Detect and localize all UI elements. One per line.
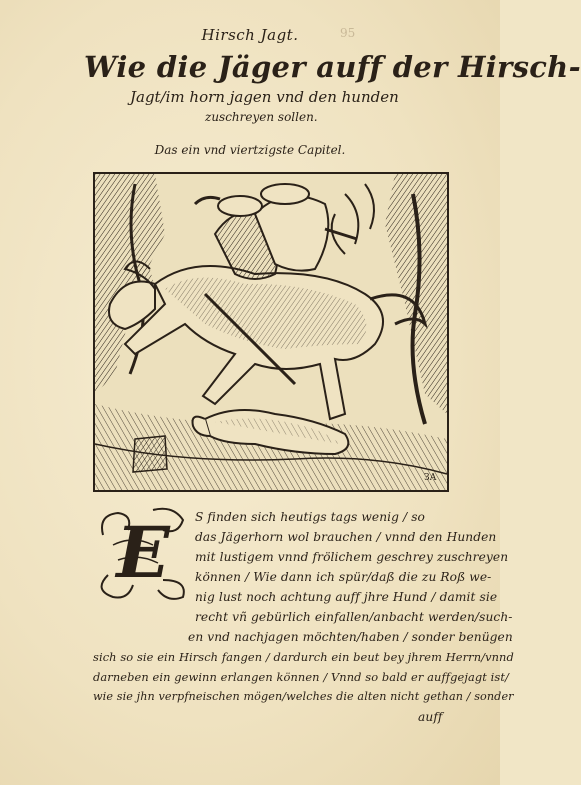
artist-monogram: ЗА [424, 473, 437, 483]
running-head: Hirsch Jagt. [201, 26, 299, 44]
body-line: sich so sie ein Hirsch fangen / dardurch ein beut bey jhrem Herrn/vnnd [93, 650, 514, 664]
body-line: en vnd nachjagen möchten/haben / sonder benügen [188, 630, 513, 644]
decorated-initial [93, 505, 193, 603]
body-line: können / Wie dann ich spür/daß die zu Roß we- [195, 570, 492, 584]
title-line-1: Wie die Jäger auff der Hirsch- [84, 50, 581, 84]
chapter-heading: Das ein vnd viertzigste Capitel. [154, 143, 346, 157]
body-line: nig lust noch achtung auff jhre Hund / damit sie [195, 590, 498, 604]
body-line: recht vñ gebürlich einfallen/anbacht werden/such- [195, 610, 513, 624]
body-line: wie sie jhn verpfneischen mögen/welches die alten nicht gethan / sonder [93, 690, 514, 703]
body-line: S finden sich heutigs tags wenig / so [195, 510, 425, 524]
title-line-3: zuschreyen sollen. [205, 110, 318, 124]
body-line: mit lustigem vnnd frölichem geschrey zuschreyen [195, 550, 509, 564]
hunting-scene-icon [95, 174, 447, 490]
svg-text:E: E [116, 511, 170, 594]
body-line: darneben ein gewinn erlangen können / Vnnd so bald er auffgejagt ist/ [93, 670, 509, 684]
body-line: das Jägerhorn wol brauchen / vnnd den Hunden [195, 530, 497, 544]
woodcut-illustration [93, 172, 449, 492]
faint-folio-number: 95 [340, 26, 356, 40]
ornate-initial-icon [93, 505, 193, 603]
catchword: auff [418, 710, 443, 724]
title-line-2: Jagt/im horn jagen vnd den hunden [130, 88, 399, 106]
